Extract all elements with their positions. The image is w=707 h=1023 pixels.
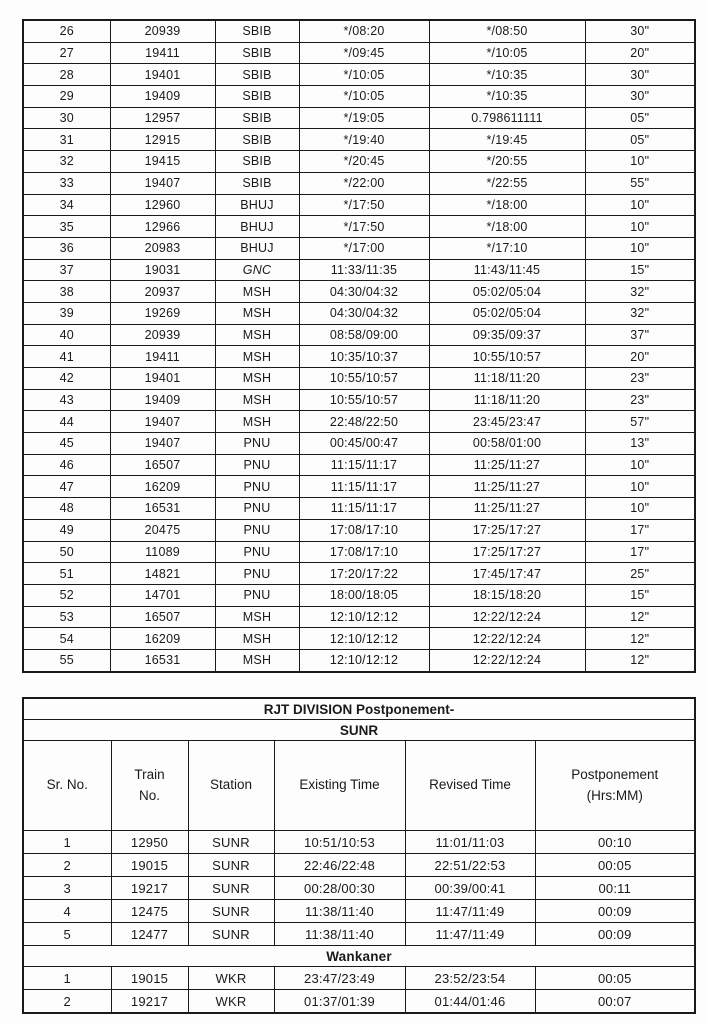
table-cell: 30 xyxy=(23,107,110,129)
table-cell: 11:47/11:49 xyxy=(405,923,535,946)
table-cell: */20:45 xyxy=(299,151,429,173)
table-cell: */20:55 xyxy=(429,151,585,173)
table-cell: 18:15/18:20 xyxy=(429,584,585,606)
table-cell: 19401 xyxy=(110,368,215,390)
table-cell: */10:35 xyxy=(429,64,585,86)
table-cell: */17:10 xyxy=(429,237,585,259)
table-row xyxy=(23,194,695,216)
table-cell: 10:55/10:57 xyxy=(429,346,585,368)
table-cell: 20983 xyxy=(110,237,215,259)
table-cell: 3 xyxy=(23,877,111,900)
table-cell: 11:33/11:35 xyxy=(299,259,429,281)
table-cell: SUNR xyxy=(188,877,274,900)
table-row xyxy=(23,281,695,303)
table-cell: 32" xyxy=(585,281,695,303)
table-cell: SUNR xyxy=(188,923,274,946)
table-cell: 12:10/12:12 xyxy=(299,628,429,650)
table-cell: */10:05 xyxy=(299,86,429,108)
table-cell: 05" xyxy=(585,129,695,151)
table-cell: 17" xyxy=(585,541,695,563)
table-cell: MSH xyxy=(215,389,299,411)
table-cell: 19407 xyxy=(110,411,215,433)
table-cell: 00:10 xyxy=(535,831,695,854)
table-cell: 00:09 xyxy=(535,900,695,923)
table-cell: 00:58/01:00 xyxy=(429,433,585,455)
table-cell: 23:52/23:54 xyxy=(405,967,535,990)
table-cell: 19415 xyxy=(110,151,215,173)
table-cell: SBIB xyxy=(215,107,299,129)
table-cell: 55" xyxy=(585,172,695,194)
table-cell: PNU xyxy=(215,476,299,498)
col-header-train-no: Train No. xyxy=(111,741,188,831)
table-cell: 45 xyxy=(23,433,110,455)
section-row-wankaner xyxy=(23,946,695,967)
wankaner-rows-body xyxy=(23,967,695,1014)
table-cell: 13" xyxy=(585,433,695,455)
table-cell: */08:20 xyxy=(299,20,429,42)
table-row xyxy=(23,389,695,411)
table-cell: 19407 xyxy=(110,172,215,194)
table-cell: 16209 xyxy=(110,476,215,498)
table-cell: 36 xyxy=(23,237,110,259)
table-cell: 11:18/11:20 xyxy=(429,368,585,390)
table-cell: */10:05 xyxy=(299,64,429,86)
table-cell: 10" xyxy=(585,454,695,476)
table-cell: PNU xyxy=(215,498,299,520)
table-cell: BHUJ xyxy=(215,194,299,216)
table-cell: 27 xyxy=(23,42,110,64)
table-cell: 42 xyxy=(23,368,110,390)
table-cell: 00:28/00:30 xyxy=(274,877,405,900)
table-cell: */10:35 xyxy=(429,86,585,108)
table-cell: 19411 xyxy=(110,42,215,64)
train-delay-table xyxy=(22,19,696,673)
table-cell: SBIB xyxy=(215,129,299,151)
table-cell: 12:10/12:12 xyxy=(299,606,429,628)
table-cell: */08:50 xyxy=(429,20,585,42)
table-cell: 08:58/09:00 xyxy=(299,324,429,346)
table-cell: MSH xyxy=(215,302,299,324)
table-cell: 00:11 xyxy=(535,877,695,900)
table-cell: 00:09 xyxy=(535,923,695,946)
table-cell: 05:02/05:04 xyxy=(429,302,585,324)
table-cell: 12475 xyxy=(111,900,188,923)
table-cell: 34 xyxy=(23,194,110,216)
table-cell: 20475 xyxy=(110,519,215,541)
table-cell: 50 xyxy=(23,541,110,563)
table-cell: 30" xyxy=(585,20,695,42)
table-row xyxy=(23,649,695,671)
table-cell: MSH xyxy=(215,368,299,390)
table-cell: 16531 xyxy=(110,649,215,671)
table-row xyxy=(23,86,695,108)
table-cell: SBIB xyxy=(215,64,299,86)
table-cell: 11:15/11:17 xyxy=(299,498,429,520)
table-cell: 20939 xyxy=(110,324,215,346)
table-cell: 23" xyxy=(585,389,695,411)
table-cell: 09:35/09:37 xyxy=(429,324,585,346)
table-cell: 10:51/10:53 xyxy=(274,831,405,854)
table-cell: PNU xyxy=(215,519,299,541)
table-cell: 43 xyxy=(23,389,110,411)
table-cell: 17:45/17:47 xyxy=(429,563,585,585)
table-row xyxy=(23,877,695,900)
section-label-wankaner: Wankaner xyxy=(23,946,695,967)
section-row-sunr xyxy=(23,720,695,741)
table-cell: 53 xyxy=(23,606,110,628)
table-cell: 25" xyxy=(585,563,695,585)
table-cell: 2 xyxy=(23,990,111,1014)
table-row xyxy=(23,172,695,194)
table-row xyxy=(23,42,695,64)
table-cell: */22:00 xyxy=(299,172,429,194)
table-cell: 22:46/22:48 xyxy=(274,854,405,877)
table-cell: 10" xyxy=(585,476,695,498)
table-cell: 12:10/12:12 xyxy=(299,649,429,671)
table-cell: 10:55/10:57 xyxy=(299,389,429,411)
table-cell: */17:50 xyxy=(299,216,429,238)
table-cell: 48 xyxy=(23,498,110,520)
table-cell: 0.798611111 xyxy=(429,107,585,129)
table-cell: */19:40 xyxy=(299,129,429,151)
table-row xyxy=(23,831,695,854)
table-row xyxy=(23,990,695,1014)
table-cell: MSH xyxy=(215,649,299,671)
table-cell: 19269 xyxy=(110,302,215,324)
table-row xyxy=(23,900,695,923)
table-cell: 12:22/12:24 xyxy=(429,628,585,650)
col-header-station: Station xyxy=(188,741,274,831)
table-cell: 05" xyxy=(585,107,695,129)
table-cell: 11:15/11:17 xyxy=(299,454,429,476)
table-row xyxy=(23,967,695,990)
table-cell: 11:43/11:45 xyxy=(429,259,585,281)
table-cell: 41 xyxy=(23,346,110,368)
table-cell: 20939 xyxy=(110,20,215,42)
table-row xyxy=(23,237,695,259)
table-title-row xyxy=(23,698,695,720)
table-cell: 10" xyxy=(585,237,695,259)
table-cell: 30" xyxy=(585,64,695,86)
table-cell: 00:05 xyxy=(535,854,695,877)
table-row xyxy=(23,64,695,86)
wankaner-section-body xyxy=(23,946,695,967)
table-cell: 23:45/23:47 xyxy=(429,411,585,433)
table-cell: 01:44/01:46 xyxy=(405,990,535,1014)
table-cell: 17:25/17:27 xyxy=(429,541,585,563)
table-cell: 17:25/17:27 xyxy=(429,519,585,541)
table-cell: 37 xyxy=(23,259,110,281)
table-cell: */10:05 xyxy=(429,42,585,64)
table-cell: */17:50 xyxy=(299,194,429,216)
table-cell: 00:39/00:41 xyxy=(405,877,535,900)
table-cell: SUNR xyxy=(188,831,274,854)
sunr-rows-body xyxy=(23,831,695,946)
table-cell: 19401 xyxy=(110,64,215,86)
table-row xyxy=(23,129,695,151)
table-row xyxy=(23,563,695,585)
table-cell: WKR xyxy=(188,967,274,990)
table-cell: 11089 xyxy=(110,541,215,563)
table-cell: 11:25/11:27 xyxy=(429,498,585,520)
table-cell: 57" xyxy=(585,411,695,433)
table-cell: MSH xyxy=(215,346,299,368)
train-delay-table-body xyxy=(23,20,695,672)
rjt-postponement-table xyxy=(22,697,696,1014)
table-cell: 46 xyxy=(23,454,110,476)
table-row xyxy=(23,606,695,628)
table-cell: 04:30/04:32 xyxy=(299,281,429,303)
table-cell: 19015 xyxy=(111,967,188,990)
table-cell: 12" xyxy=(585,606,695,628)
table-cell: */18:00 xyxy=(429,216,585,238)
table-cell: 12477 xyxy=(111,923,188,946)
table-cell: 11:01/11:03 xyxy=(405,831,535,854)
table-cell: 51 xyxy=(23,563,110,585)
table-cell: 12" xyxy=(585,649,695,671)
table-cell: 47 xyxy=(23,476,110,498)
col-header-revised-time: Revised Time xyxy=(405,741,535,831)
table-cell: WKR xyxy=(188,990,274,1014)
table-row xyxy=(23,151,695,173)
table-cell: 19409 xyxy=(110,389,215,411)
table-cell: 28 xyxy=(23,64,110,86)
table-row xyxy=(23,324,695,346)
table-cell: 16507 xyxy=(110,454,215,476)
table-row xyxy=(23,519,695,541)
table-cell: 20937 xyxy=(110,281,215,303)
table-row xyxy=(23,411,695,433)
table-cell: 10:35/10:37 xyxy=(299,346,429,368)
table-cell: 11:15/11:17 xyxy=(299,476,429,498)
table-cell: PNU xyxy=(215,563,299,585)
table-cell: 14701 xyxy=(110,584,215,606)
table-row xyxy=(23,107,695,129)
table-cell: */19:45 xyxy=(429,129,585,151)
table-cell: 31 xyxy=(23,129,110,151)
table-row xyxy=(23,854,695,877)
table-cell: 35 xyxy=(23,216,110,238)
table-cell: 2 xyxy=(23,854,111,877)
table-cell: 00:45/00:47 xyxy=(299,433,429,455)
table-cell: 19407 xyxy=(110,433,215,455)
table-cell: 11:25/11:27 xyxy=(429,476,585,498)
table-cell: MSH xyxy=(215,281,299,303)
table-cell: 19031 xyxy=(110,259,215,281)
table-cell: 12950 xyxy=(111,831,188,854)
table-cell: 4 xyxy=(23,900,111,923)
table-title: RJT DIVISION Postponement- xyxy=(23,698,695,720)
table-cell: 11:38/11:40 xyxy=(274,923,405,946)
table-cell: 40 xyxy=(23,324,110,346)
table-cell: 12" xyxy=(585,628,695,650)
table-cell: 10" xyxy=(585,151,695,173)
table-cell: 16209 xyxy=(110,628,215,650)
section-label-sunr: SUNR xyxy=(23,720,695,741)
table-row xyxy=(23,216,695,238)
table-cell: MSH xyxy=(215,606,299,628)
table-cell: 04:30/04:32 xyxy=(299,302,429,324)
table-cell: 05:02/05:04 xyxy=(429,281,585,303)
table-cell: 37" xyxy=(585,324,695,346)
table-cell: 12960 xyxy=(110,194,215,216)
table-cell: PNU xyxy=(215,454,299,476)
table-cell: 01:37/01:39 xyxy=(274,990,405,1014)
table-cell: 11:47/11:49 xyxy=(405,900,535,923)
table-cell: 00:05 xyxy=(535,967,695,990)
table-cell: */22:55 xyxy=(429,172,585,194)
table-row xyxy=(23,476,695,498)
table-cell: 19411 xyxy=(110,346,215,368)
table-cell: 20" xyxy=(585,42,695,64)
table-cell: 49 xyxy=(23,519,110,541)
table-row xyxy=(23,541,695,563)
table-row xyxy=(23,346,695,368)
table-cell: 55 xyxy=(23,649,110,671)
table-cell: 19015 xyxy=(111,854,188,877)
table-cell: 11:18/11:20 xyxy=(429,389,585,411)
table-cell: 22:48/22:50 xyxy=(299,411,429,433)
table-cell: 1 xyxy=(23,831,111,854)
col-header-sr-no: Sr. No. xyxy=(23,741,111,831)
table-row xyxy=(23,433,695,455)
table-cell: 12915 xyxy=(110,129,215,151)
table-cell: 26 xyxy=(23,20,110,42)
table-cell: 32 xyxy=(23,151,110,173)
table-cell: BHUJ xyxy=(215,237,299,259)
col-header-postponement: Postponement (Hrs:MM) xyxy=(535,741,695,831)
table-cell: 29 xyxy=(23,86,110,108)
table-cell: SUNR xyxy=(188,854,274,877)
table-cell: 23:47/23:49 xyxy=(274,967,405,990)
table-row xyxy=(23,368,695,390)
table-cell: 19217 xyxy=(111,877,188,900)
table-cell: SBIB xyxy=(215,86,299,108)
col-header-existing-time: Existing Time xyxy=(274,741,405,831)
table-row xyxy=(23,584,695,606)
table-cell: 15" xyxy=(585,584,695,606)
table-cell: MSH xyxy=(215,411,299,433)
table-cell: 33 xyxy=(23,172,110,194)
table-cell: 12:22/12:24 xyxy=(429,649,585,671)
table-cell: 22:51/22:53 xyxy=(405,854,535,877)
table-cell: */18:00 xyxy=(429,194,585,216)
table-cell: 15" xyxy=(585,259,695,281)
table-cell: 16507 xyxy=(110,606,215,628)
table-cell: */17:00 xyxy=(299,237,429,259)
table-cell: SBIB xyxy=(215,151,299,173)
table-cell: 38 xyxy=(23,281,110,303)
table-cell: 20" xyxy=(585,346,695,368)
table-cell: 54 xyxy=(23,628,110,650)
table-cell: 10" xyxy=(585,216,695,238)
table-cell: SBIB xyxy=(215,42,299,64)
table-cell: 12:22/12:24 xyxy=(429,606,585,628)
table-cell: 14821 xyxy=(110,563,215,585)
table-row xyxy=(23,302,695,324)
table-cell: 16531 xyxy=(110,498,215,520)
table-cell: 11:38/11:40 xyxy=(274,900,405,923)
table-row xyxy=(23,498,695,520)
table-cell: 18:00/18:05 xyxy=(299,584,429,606)
table-cell: 10:55/10:57 xyxy=(299,368,429,390)
table-cell: 17:20/17:22 xyxy=(299,563,429,585)
table-cell: PNU xyxy=(215,433,299,455)
table-row xyxy=(23,454,695,476)
table-cell: SUNR xyxy=(188,900,274,923)
table-cell: 1 xyxy=(23,967,111,990)
table-cell: 32" xyxy=(585,302,695,324)
table-cell: */09:45 xyxy=(299,42,429,64)
table-cell: 19217 xyxy=(111,990,188,1014)
table-cell: 30" xyxy=(585,86,695,108)
table-cell: 12957 xyxy=(110,107,215,129)
table-row xyxy=(23,20,695,42)
table-cell: MSH xyxy=(215,628,299,650)
table-cell: 5 xyxy=(23,923,111,946)
table-cell: 17:08/17:10 xyxy=(299,541,429,563)
table-cell: 17" xyxy=(585,519,695,541)
table-cell: */19:05 xyxy=(299,107,429,129)
table-cell: 23" xyxy=(585,368,695,390)
table-row xyxy=(23,628,695,650)
table-cell: 12966 xyxy=(110,216,215,238)
table-cell: SBIB xyxy=(215,20,299,42)
table-cell: 39 xyxy=(23,302,110,324)
table-cell: 52 xyxy=(23,584,110,606)
table-cell: PNU xyxy=(215,541,299,563)
column-header-row xyxy=(23,741,695,831)
table-cell: 10" xyxy=(585,498,695,520)
table-cell: BHUJ xyxy=(215,216,299,238)
table-row xyxy=(23,259,695,281)
table-cell: 11:25/11:27 xyxy=(429,454,585,476)
table-cell: 17:08/17:10 xyxy=(299,519,429,541)
table-cell: SBIB xyxy=(215,172,299,194)
table-cell: PNU xyxy=(215,584,299,606)
table-cell: 19409 xyxy=(110,86,215,108)
table-cell: GNC xyxy=(215,259,299,281)
table-row xyxy=(23,923,695,946)
table-cell: 44 xyxy=(23,411,110,433)
table-cell: 00:07 xyxy=(535,990,695,1014)
table-cell: MSH xyxy=(215,324,299,346)
table-cell: 10" xyxy=(585,194,695,216)
